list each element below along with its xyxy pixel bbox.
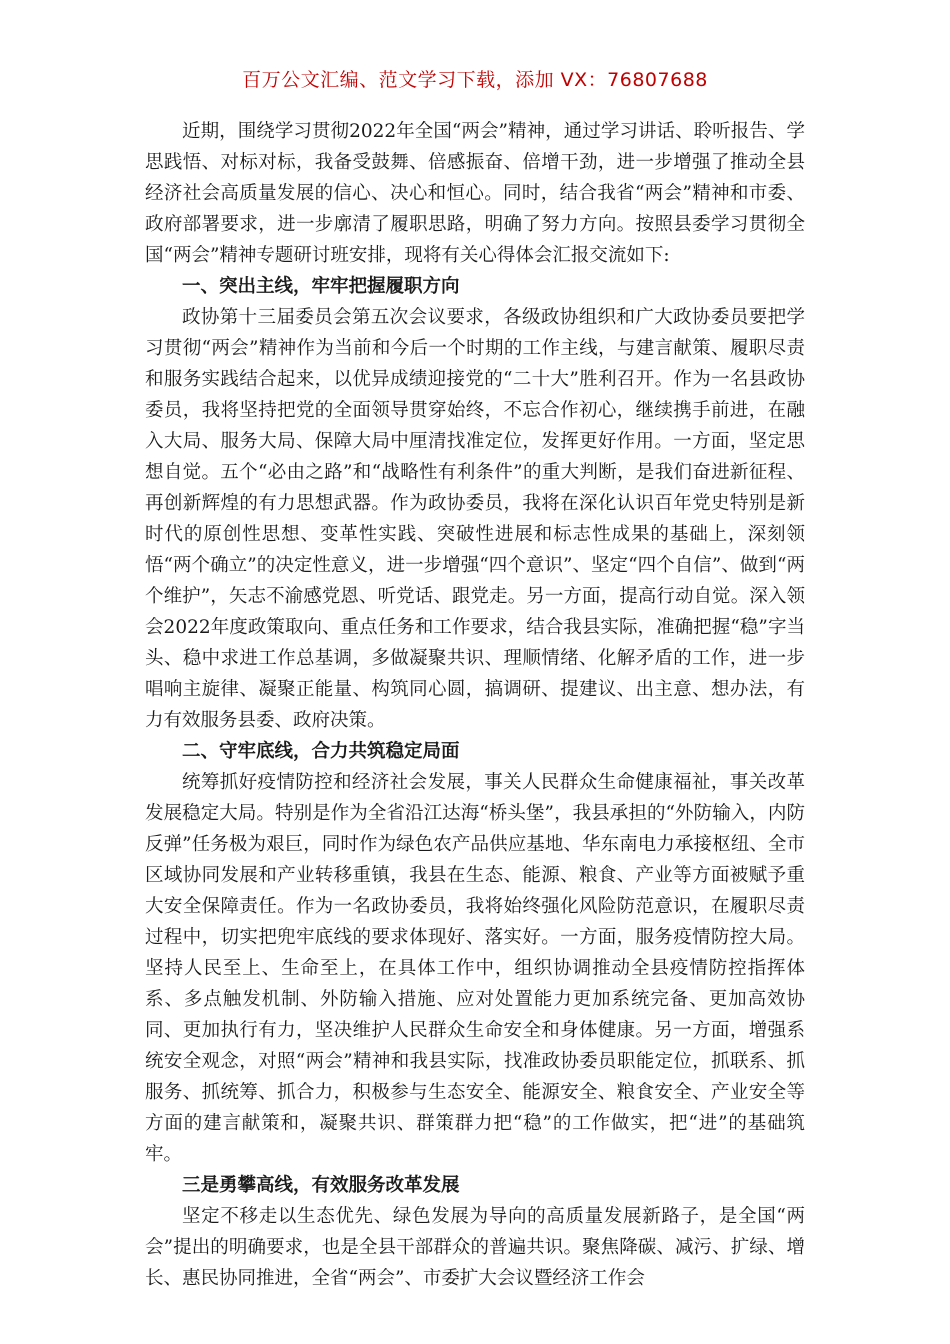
watermark-banner: 百万公文汇编、范文学习下载，添加 VX：76807688	[242, 69, 708, 91]
document-body	[145, 116, 805, 1294]
section-3-heading: 三是勇攀高线，有效服务改革发展	[182, 1175, 460, 1196]
section-3-paragraph: 坚定不移走以生态优先、绿色发展为导向的高质量发展新路子，是全国“两会”提出的明确要求，也是全县干部群众的普遍共识。聚焦降碳、减污、扩绿、增长、惠民协同推进，全省“两会”、市委扩大会议暨经济工作会	[145, 1206, 805, 1289]
section-1-paragraph: 政协第十三届委员会第五次会议要求，各级政协组织和广大政协委员要把学习贯彻“两会”精神作为当前和今后一个时期的工作主线，与建言献策、履职尽责和服务实践结合起来，以优异成绩迎接党的“二十大”胜利召开。作为一名县政协委员，我将坚持把党的全面领导贯穿始终，不忘合作初心，继续携手前进，在融入大局、服务大局、保障大局中厘清找准定位，发挥更好作用。一方面，坚定思想自觉。五个“必由之路”和“战略性有利条件”的重大判断，是我们奋进新征程、再创新辉煌的有力思想武器。作为政协委员，我将在深化认识百年党史特别是新时代的原创性思想、变革性实践、突破性进展和标志性成果的基础上，深刻领悟“两个确立”的决定性意义，进一步增强“四个意识”、坚定“四个自信”、做到“两个维护”，矢志不渝感党恩、听党话、跟党走。另一方面，提高行动自觉。深入领会2022年度政策取向、重点任务和工作要求，结合我县实际，准确把握“稳”字当头、稳中求进工作总基调，多做凝聚共识、理顺情绪、化解矛盾的工作，进一步唱响主旋律、凝聚正能量、构筑同心圆，搞调研、提建议、出主意、想办法，有力有效服务县委、政府决策。	[145, 307, 805, 731]
section-2-paragraph: 统筹抓好疫情防控和经济社会发展，事关人民群众生命健康福祉，事关改革发展稳定大局。特别是作为全省沿江达海“桥头堡”，我县承担的“外防输入，内防反弹”任务极为艰巨，同时作为绿色农产品供应基地、华东南电力承接枢纽、全市区域协同发展和产业转移重镇，我县在生态、能源、粮食、产业等方面被赋予重大安全保障责任。作为一名政协委员，我将始终强化风险防范意识，在履职尽责过程中，切实把兜牢底线的要求体现好、落实好。一方面，服务疫情防控大局。坚持人民至上、生命至上，在具体工作中，组织协调推动全县疫情防控指挥体系、多点触发机制、外防输入措施、应对处置能力更加系统完备、更加高效协同、更加执行有力，坚决维护人民群众生命安全和身体健康。另一方面，增强系统安全观念，对照“两会”精神和我县实际，找准政协委员职能定位，抓联系、抓服务、抓统筹、抓合力，积极参与生态安全、能源安全、粮食安全、产业安全等方面的建言献策和，凝聚共识、群策群力把“稳”的工作做实，把“进”的基础筑牢。	[145, 772, 805, 1165]
section-2-heading: 二、守牢底线，合力共筑稳定局面	[182, 741, 460, 762]
section-1-heading: 一、突出主线，牢牢把握履职方向	[182, 276, 460, 297]
intro-paragraph: 近期，围绕学习贯彻2022年全国“两会”精神，通过学习讲话、聆听报告、学思践悟、对标对标，我备受鼓舞、倍感振奋、倍增干劲，进一步增强了推动全县经济社会高质量发展的信心、决心和恒心。同时，结合我省“两会”精神和市委、政府部署要求，进一步廓清了履职思路，明确了努力方向。按照县委学习贯彻全国“两会”精神专题研讨班安排，现将有关心得体会汇报交流如下:	[145, 121, 805, 266]
